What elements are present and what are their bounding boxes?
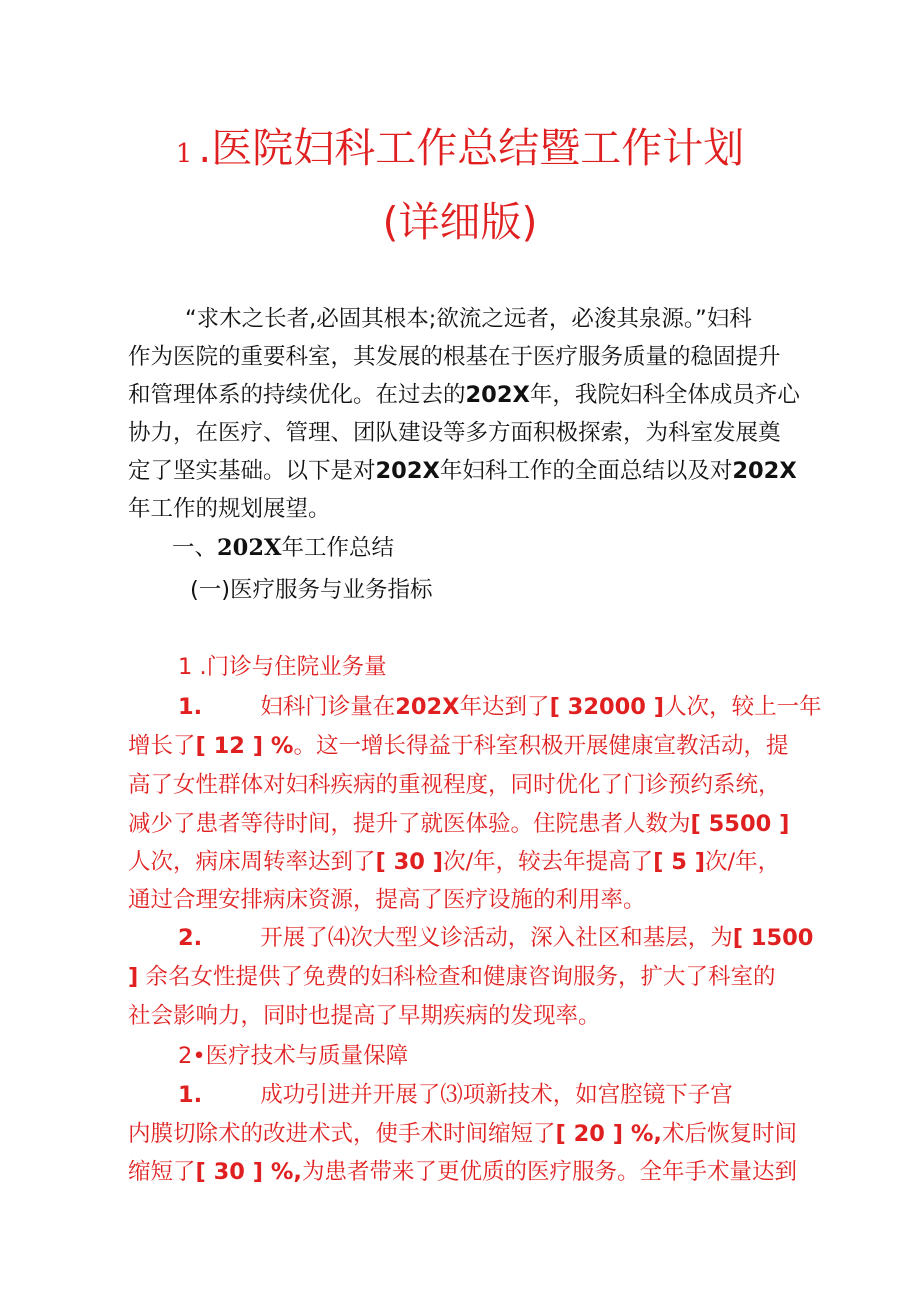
document-title-line-1 <box>0 120 920 182</box>
title-number: 1 <box>175 139 193 169</box>
item-2-line-3: 社会影响力，同时也提高了早期疾病的发现率。 <box>128 1003 601 1029</box>
intro-line-1: “求木之长者,必固其根本;欲流之远者，必浚其泉源。”妇科 <box>185 306 752 332</box>
item-2-line-2: ] 余名女性提供了免费的妇科检查和健康咨询服务，扩大了科室的 <box>128 964 776 990</box>
item-1-line-5: 人次，病床周转率达到了[ 30 ]次/年，较去年提高了[ 5 ]次/年， <box>128 849 781 875</box>
subsection-heading-1: (一)医疗服务与业务指标 <box>190 577 433 603</box>
part-heading-2: 2•医疗技术与质量保障 <box>178 1043 409 1069</box>
part2-item-1-line-2: 内膜切除术的改进术式，使手术时间缩短了[ 20 ] %,术后恢复时间 <box>128 1121 797 1147</box>
intro-line-2: 作为医院的重要科室，其发展的根基在于医疗服务质量的稳固提升 <box>128 344 781 370</box>
item-1-line-3: 高了女性群体对妇科疾病的重视程度，同时优化了门诊预约系统， <box>128 772 781 798</box>
part2-item-1-line-1: 1. 成功引进并开展了⑶项新技术，如宫腔镜下子宫 <box>178 1082 733 1108</box>
document-title-line-2: (详细版) <box>382 198 538 246</box>
item-1-line-2: 增长了[ 12 ] %。这一增长得益于科室积极开展健康宣教活动，提 <box>128 733 789 759</box>
part2-item-1-line-3: 缩短了[ 30 ] %,为患者带来了更优质的医疗服务。全年手术量达到 <box>128 1159 797 1185</box>
intro-line-5: 定了坚实基础。以下是对202X年妇科工作的全面总结以及对202X <box>128 458 797 484</box>
intro-line-3: 和管理体系的持续优化。在过去的202X年，我院妇科全体成员齐心 <box>128 382 800 408</box>
intro-line-4: 协力，在医疗、管理、团队建设等多方面积极探索，为科室发展奠 <box>128 420 781 446</box>
intro-line-6: 年工作的规划展望。 <box>128 496 331 522</box>
item-1-line-4: 减少了患者等待时间，提升了就医体验。住院患者人数为[ 5500 ] <box>128 811 790 837</box>
section-heading-1: 一、202X年工作总结 <box>172 535 394 561</box>
item-1-line-1: 1. 妇科门诊量在202X年达到了[ 32000 ]人次，较上一年 <box>178 694 822 720</box>
item-2-line-1: 2. 开展了⑷次大型义诊活动，深入社区和基层，为[ 1500 <box>178 925 814 951</box>
year-label: 202X <box>465 382 530 408</box>
part-heading-1: 1 .门诊与住院业务量 <box>178 654 387 680</box>
title-text: .医院妇科工作总结暨工作计划 <box>198 124 745 172</box>
item-1-line-6: 通过合理安排病床资源，提高了医疗设施的利用率。 <box>128 887 646 913</box>
